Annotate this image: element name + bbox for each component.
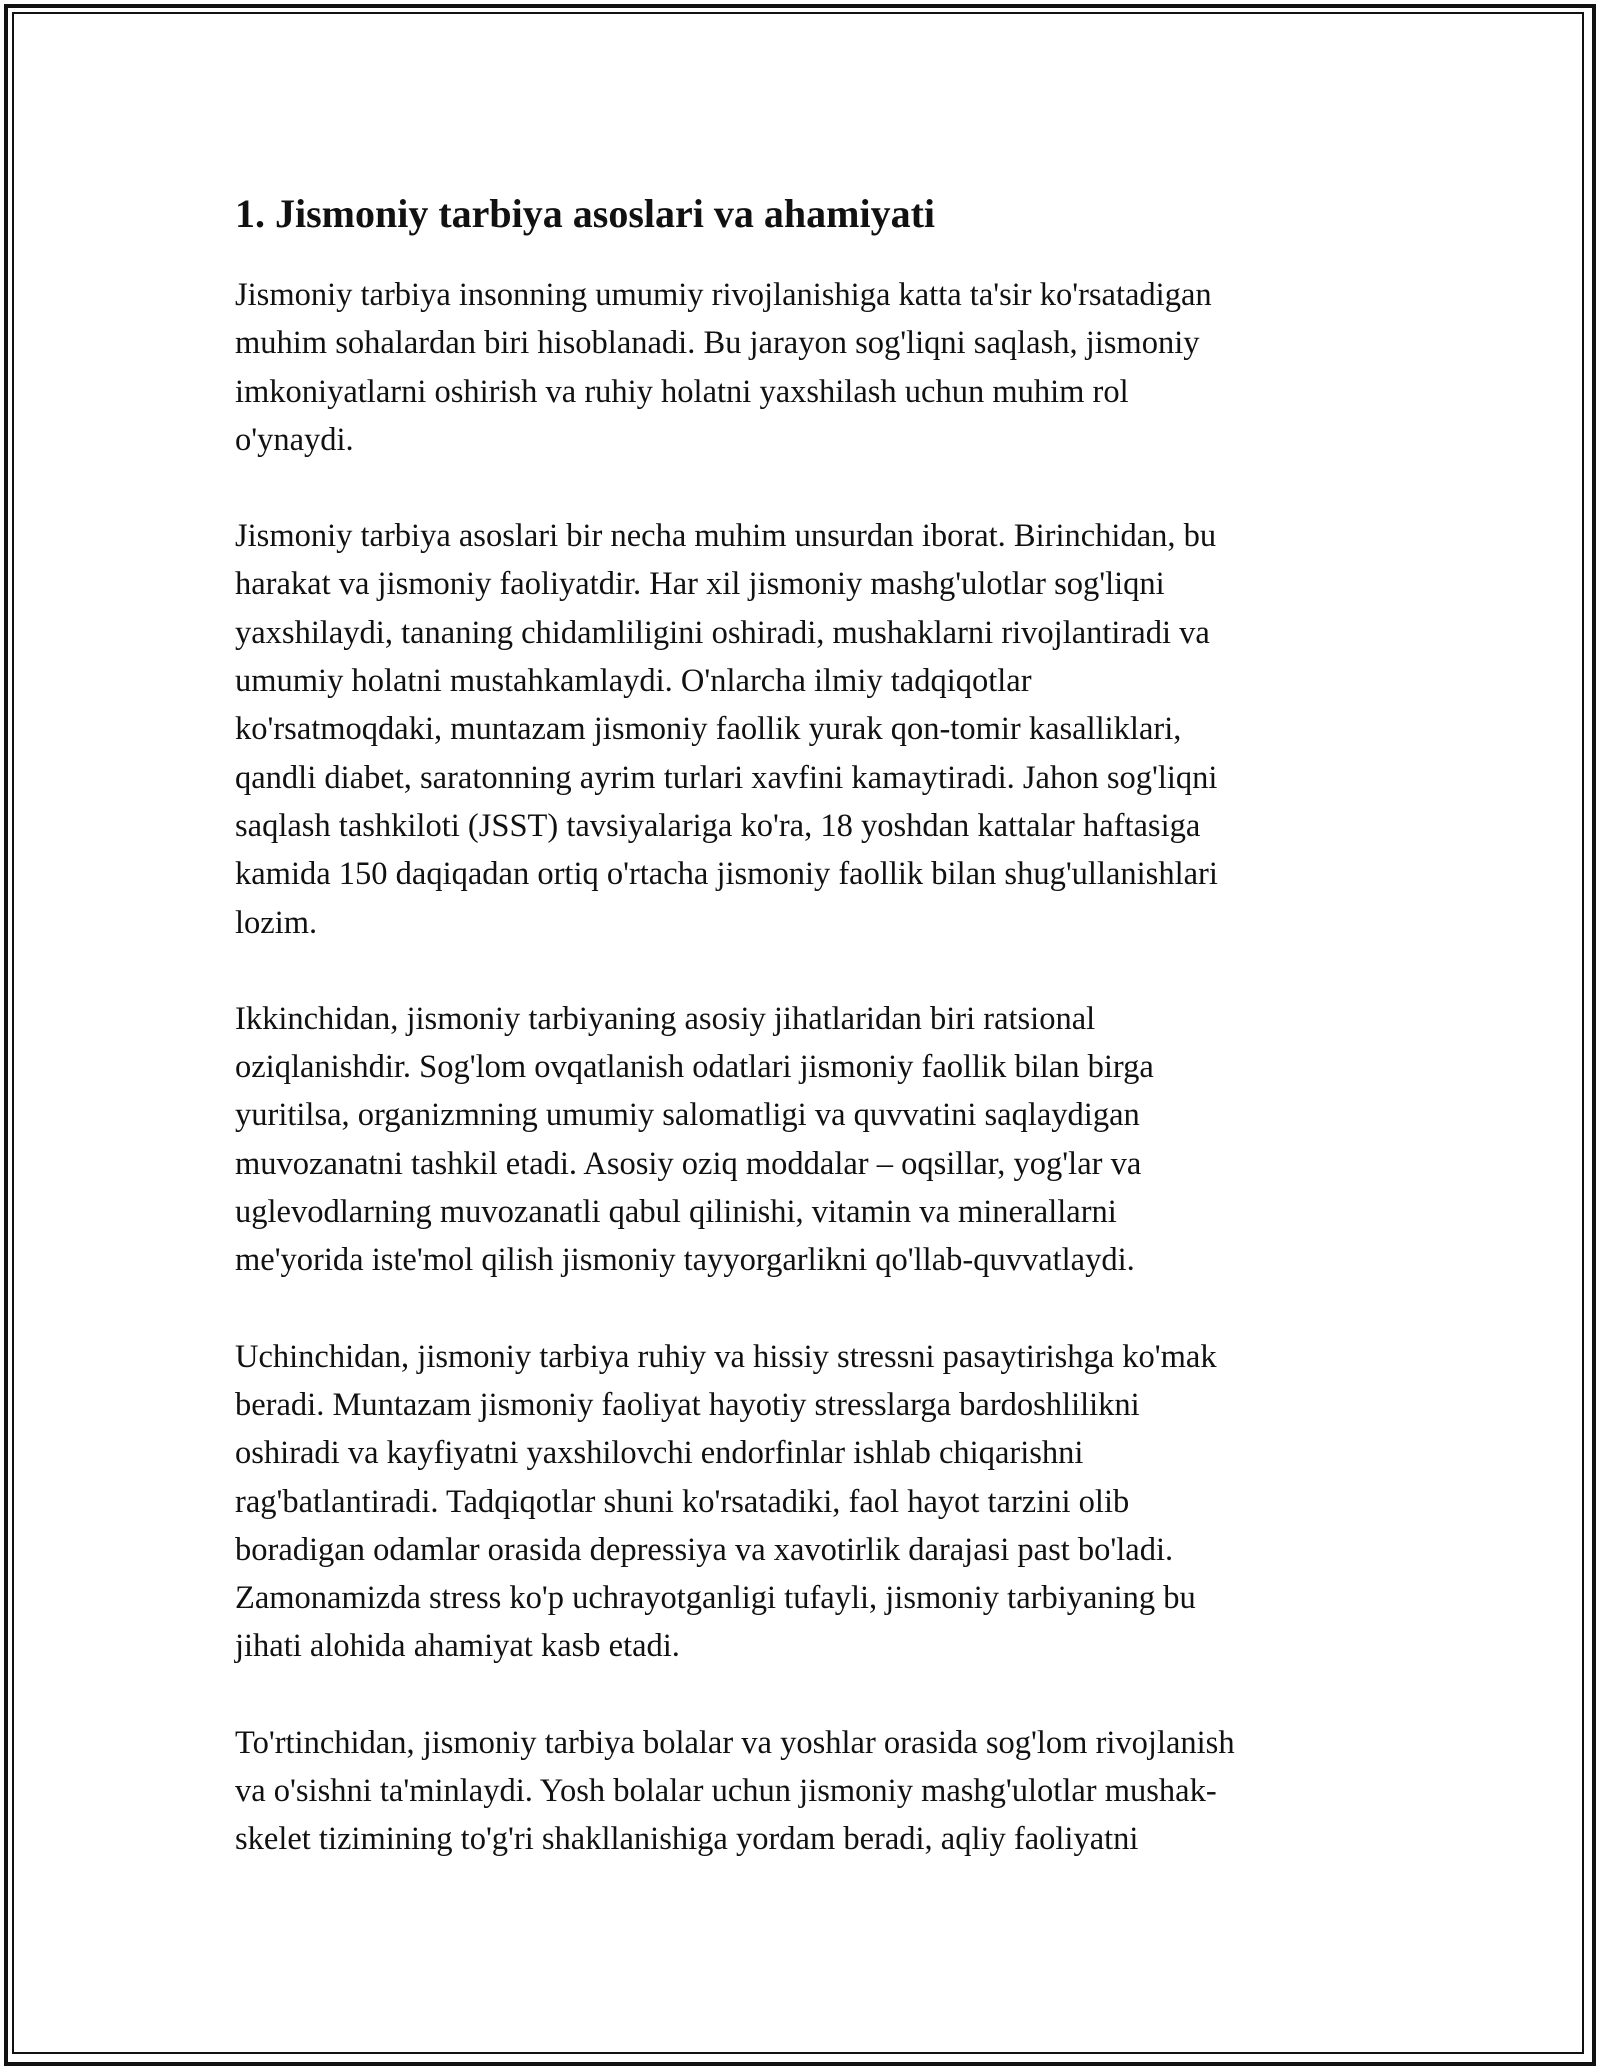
text-line: umumiy holatni mustahkamlaydi. O'nlarcha ilmiy tadqiqotlar [235,663,1032,700]
document-body [235,188,1375,1912]
text-line: o'ynaydi. [235,421,354,458]
paragraph-list [235,271,1375,1864]
paragraph [235,512,1375,947]
text-line: To'rtinchidan, jismoniy tarbiya bolalar va yoshlar orasida sog'lom rivojlanish [235,1724,1235,1761]
text-line: Jismoniy tarbiya insonning umumiy rivojlanishiga katta ta'sir ko'rsatadigan [235,277,1212,313]
text-line: va o'sishni ta'minlaydi. Yosh bolalar uchun jismoniy mashg'ulotlar mushak- [235,1773,1217,1810]
text-line: imkoniyatlarni oshirish va ruhiy holatni yaxshilash uchun muhim rol [235,373,1129,410]
paragraph [235,1719,1375,1864]
section-heading: 1. Jismoniy tarbiya asoslari va ahamiyati [235,191,936,236]
text-line: Jismoniy tarbiya asoslari bir necha muhim unsurdan iborat. Birinchidan, bu [235,518,1217,555]
text-line: kamida 150 daqiqadan ortiq o'rtacha jismoniy faollik bilan shug'ullanishlari [235,856,1218,893]
text-line: Uchinchidan, jismoniy tarbiya ruhiy va hissiy stressni pasaytirishga ko'mak [235,1338,1217,1375]
text-line: uglevodlarning muvozanatli qabul qilinishi, vitamin va minerallarni [235,1194,1117,1231]
text-line: qandli diabet, saratonning ayrim turlari xavfini kamaytiradi. Jahon sog'liqni [235,759,1218,796]
text-line: Zamonamizda stress ko'p uchrayotganligi tufayli, jismoniy tarbiyaning bu [235,1580,1196,1617]
text-line: muhim sohalardan biri hisoblanadi. Bu jarayon sog'liqni saqlash, jismoniy [235,325,1200,362]
paragraph [235,995,1375,1285]
text-line: lozim. [235,904,318,941]
text-line: harakat va jismoniy faoliyatdir. Har xil jismoniy mashg'ulotlar sog'liqni [235,566,1165,603]
text-line: saqlash tashkiloti (JSST) tavsiyalariga ko'ra, 18 yoshdan kattalar haftasiga [235,807,1201,844]
text-line: beradi. Muntazam jismoniy faoliyat hayotiy stresslarga bardoshlilikni [235,1386,1140,1423]
text-line: jihati alohida ahamiyat kasb etadi. [235,1628,680,1665]
text-line: me'yorida iste'mol qilish jismoniy tayyorgarlikni qo'llab-quvvatlaydi. [235,1242,1135,1279]
text-line: ko'rsatmoqdaki, muntazam jismoniy faollik yurak qon-tomir kasalliklari, [235,711,1182,748]
text-line: oziqlanishdir. Sog'lom ovqatlanish odatlari jismoniy faollik bilan birga [235,1049,1154,1086]
text-line: skelet tizimining to'g'ri shakllanishiga yordam beradi, aqliy faoliyatni [235,1821,1139,1858]
text-line: rag'batlantiradi. Tadqiqotlar shuni ko'rsatadiki, faol hayot tarzini olib [235,1483,1130,1520]
text-line: oshiradi va kayfiyatni yaxshilovchi endorfinlar ishlab chiqarishni [235,1435,1084,1472]
text-line: yaxshilaydi, tananing chidamliligini oshiradi, mushaklarni rivojlantiradi va [235,614,1210,651]
text-line: Ikkinchidan, jismoniy tarbiyaning asosiy jihatlaridan biri ratsional [235,1000,1096,1037]
text-line: yuritilsa, organizmning umumiy salomatligi va quvvatini saqlaydigan [235,1097,1140,1134]
paragraph [235,1333,1375,1671]
text-line: boradigan odamlar orasida depressiya va xavotirlik darajasi past bo'ladi. [235,1531,1174,1568]
paragraph [235,271,1375,464]
text-line: muvozanatni tashkil etadi. Asosiy oziq moddalar – oqsillar, yog'lar va [235,1145,1142,1182]
